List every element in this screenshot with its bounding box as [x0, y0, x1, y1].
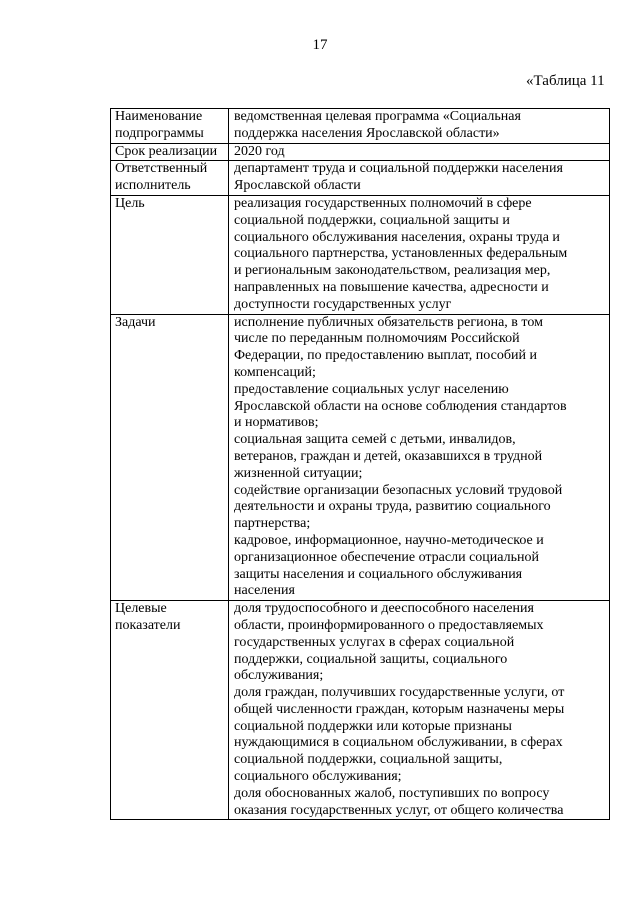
- row-label-cell: [111, 195, 229, 314]
- row-label-cell: [111, 161, 229, 196]
- row-value-line: и региональным законодательством, реализация мер,: [234, 263, 551, 279]
- subprogram-passport-table: [110, 108, 610, 820]
- row-value-line: социального обслуживания населения, охраны труда и: [234, 229, 560, 245]
- row-value-line: оказания государственных услуг, от общего количества: [234, 802, 564, 818]
- row-value-line: жизненной ситуации;: [234, 465, 363, 481]
- row-value-cell: [229, 601, 610, 820]
- row-label-line: Наименование: [115, 109, 203, 124]
- row-value-line: защиты населения и социального обслуживания: [234, 566, 523, 582]
- row-label-line: Срок реализации: [115, 143, 218, 159]
- row-value-line: исполнение публичных обязательств региона, в том: [234, 314, 543, 330]
- row-value-line: реализация государственных полномочий в сфере: [234, 195, 532, 211]
- row-value-line: Ярославской области на основе соблюдения стандартов: [234, 398, 567, 414]
- passport-table-body: [111, 109, 610, 820]
- table-row: [111, 143, 610, 161]
- row-value-cell: [229, 161, 610, 196]
- row-label-cell: [111, 109, 229, 144]
- row-value-line: общей численности граждан, которым назначены меры: [234, 701, 565, 717]
- page-number: 17: [312, 37, 328, 53]
- row-value-line: ветеранов, граждан и детей, оказавшихся в трудной: [234, 448, 543, 464]
- row-value-line: предоставление социальных услуг населению: [234, 381, 509, 397]
- row-value-line: 2020 год: [234, 143, 285, 159]
- row-label-cell: [111, 314, 229, 601]
- row-value-line: социального партнерства, установленных федеральным: [234, 246, 568, 262]
- row-value-line: области, проинформированного о предоставляемых: [234, 617, 544, 633]
- row-value-cell: [229, 195, 610, 314]
- row-value-line: деятельности и охраны труда, развитию социального: [234, 499, 551, 515]
- row-value-line: обслуживания;: [234, 668, 324, 684]
- row-value-line: направленных на повышение качества, адресности и: [234, 279, 549, 295]
- row-value-line: Ярославской области: [234, 178, 361, 194]
- table-row: [111, 161, 610, 196]
- row-value-line: департамент труда и социальной поддержки населения: [234, 161, 563, 177]
- row-value-line: содействие организации безопасных условий трудовой: [234, 482, 563, 498]
- row-label-line: Ответственный: [115, 161, 208, 177]
- row-value-line: партнерства;: [234, 516, 311, 532]
- row-label-line: Задачи: [115, 314, 156, 330]
- row-value-line: компенсаций;: [234, 364, 316, 380]
- row-value-line: социальной поддержки, социальной защиты и: [234, 212, 510, 228]
- row-value-line: доля граждан, получивших государственные услуги, от: [234, 685, 565, 701]
- row-value-line: доля обоснованных жалоб, поступивших по вопросу: [234, 785, 550, 801]
- row-value-line: населения: [234, 583, 295, 599]
- row-value-line: социальная защита семей с детьми, инвалидов,: [234, 432, 516, 448]
- row-value-line: социальной поддержки, социальной защиты,: [234, 752, 503, 768]
- row-label-line: показатели: [115, 617, 181, 633]
- row-label-cell: [111, 143, 229, 161]
- row-value-line: нуждающимися в социальном обслуживании, в сферах: [234, 735, 563, 751]
- row-value-line: социального обслуживания;: [234, 769, 402, 785]
- table-row: [111, 314, 610, 601]
- row-value-line: государственных услугах в сферах социальной: [234, 634, 515, 650]
- row-value-line: социальной поддержки или которые признаны: [234, 718, 512, 734]
- row-label-line: подпрограммы: [115, 125, 204, 141]
- row-value-line: доля трудоспособного и дееспособного населения: [234, 601, 534, 617]
- row-value-line: кадровое, информационное, научно-методическое и: [234, 532, 544, 548]
- row-value-cell: [229, 143, 610, 161]
- row-value-line: ведомственная целевая программа «Социальная: [234, 109, 521, 124]
- table-row: [111, 195, 610, 314]
- row-value-line: поддержки, социальной защиты, социального: [234, 651, 508, 667]
- row-label-line: Целевые: [115, 601, 167, 617]
- table-caption: «Таблица 11: [526, 73, 605, 89]
- row-value-line: числе по переданным полномочиям Российской: [234, 331, 520, 347]
- row-value-cell: [229, 314, 610, 601]
- row-value-line: Федерации, по предоставлению выплат, пособий и: [234, 348, 537, 364]
- row-value-line: и нормативов;: [234, 415, 319, 431]
- row-value-line: организационное обеспечение отрасли социальной: [234, 549, 539, 565]
- row-label-cell: [111, 601, 229, 820]
- row-value-cell: [229, 109, 610, 144]
- table-row: [111, 109, 610, 144]
- row-value-line: поддержка населения Ярославской области»: [234, 125, 500, 141]
- table-row: [111, 601, 610, 820]
- row-label-line: исполнитель: [115, 178, 191, 194]
- row-label-line: Цель: [115, 195, 145, 211]
- row-value-line: доступности государственных услуг: [234, 296, 452, 312]
